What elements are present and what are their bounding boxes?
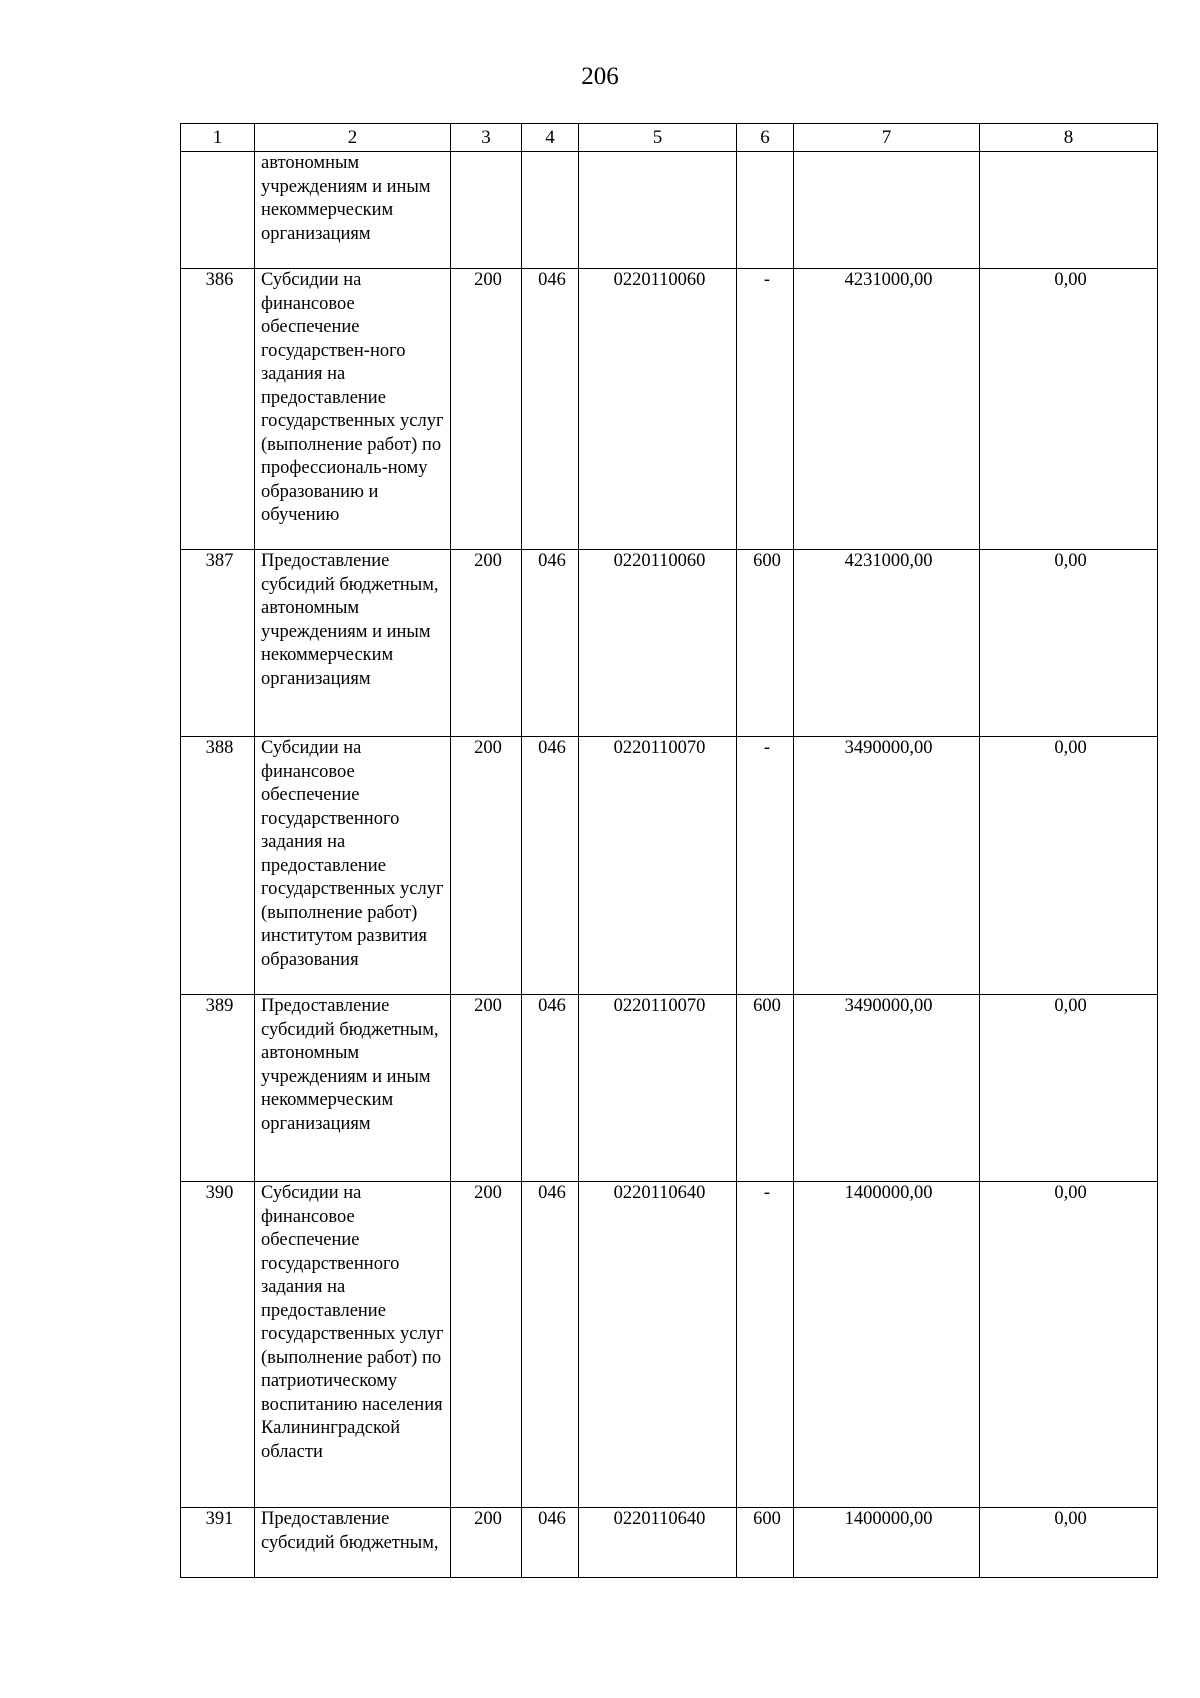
row-name: Субсидии на финансовое обеспечение государственного задания на предоставление государственных услуг (выполнение работ) институтом развития образования: [255, 737, 451, 995]
row-number: 386: [181, 269, 255, 550]
row-name: Субсидии на финансовое обеспечение государствен-ного задания на предоставление государственных услуг (выполнение работ) по профессиональ-ному образованию и обучению: [255, 269, 451, 550]
header-col-3: 3: [451, 124, 522, 152]
row-col-7: 4231000,00: [794, 550, 980, 737]
row-col-3: 200: [451, 1182, 522, 1508]
row-number: 389: [181, 995, 255, 1182]
row-col-8: 0,00: [980, 1182, 1158, 1508]
row-number: 391: [181, 1508, 255, 1578]
table-row: [181, 1182, 1158, 1508]
row-number: 388: [181, 737, 255, 995]
row-name: Предоставление субсидий бюджетным,: [255, 1508, 451, 1578]
row-col-4: 046: [522, 550, 579, 737]
row-col-5: 0220110070: [579, 995, 737, 1182]
row-col-3: 200: [451, 269, 522, 550]
row-col-6: 600: [737, 995, 794, 1182]
row-col-6: 600: [737, 1508, 794, 1578]
header-col-7: 7: [794, 124, 980, 152]
row-col-4: 046: [522, 269, 579, 550]
row-col-5: 0220110640: [579, 1508, 737, 1578]
row-col-7: 4231000,00: [794, 269, 980, 550]
row-col-5: [579, 152, 737, 269]
row-col-7: 3490000,00: [794, 737, 980, 995]
table-row: [181, 550, 1158, 737]
row-col-8: 0,00: [980, 995, 1158, 1182]
row-col-4: 046: [522, 1508, 579, 1578]
header-col-4: 4: [522, 124, 579, 152]
header-col-2: 2: [255, 124, 451, 152]
table-row: [181, 1508, 1158, 1578]
row-col-3: 200: [451, 1508, 522, 1578]
row-col-4: 046: [522, 995, 579, 1182]
header-col-8: 8: [980, 124, 1158, 152]
row-col-7: 1400000,00: [794, 1508, 980, 1578]
row-col-3: 200: [451, 995, 522, 1182]
row-col-5: 0220110060: [579, 550, 737, 737]
row-col-7: [794, 152, 980, 269]
page-number: 206: [581, 63, 619, 90]
row-name: Предоставление субсидий бюджетным, автономным учреждениям и иным некоммерческим организациям: [255, 995, 451, 1182]
row-number: [181, 152, 255, 269]
header-row: [181, 124, 1158, 152]
row-col-6: -: [737, 737, 794, 995]
row-number: 387: [181, 550, 255, 737]
row-number: 390: [181, 1182, 255, 1508]
row-col-5: 0220110640: [579, 1182, 737, 1508]
row-col-8: [980, 152, 1158, 269]
row-col-4: [522, 152, 579, 269]
row-col-8: 0,00: [980, 1508, 1158, 1578]
table-row: [181, 269, 1158, 550]
row-col-3: [451, 152, 522, 269]
row-col-6: [737, 152, 794, 269]
row-name: Предоставление субсидий бюджетным, автономным учреждениям и иным некоммерческим организациям: [255, 550, 451, 737]
row-name: Субсидии на финансовое обеспечение государственного задания на предоставление государственных услуг (выполнение работ) по патриотическому воспитанию населения Калининградской области: [255, 1182, 451, 1508]
row-col-8: 0,00: [980, 550, 1158, 737]
row-col-4: 046: [522, 737, 579, 995]
row-col-5: 0220110060: [579, 269, 737, 550]
table-row: [181, 737, 1158, 995]
table-row: [181, 152, 1158, 269]
budget-table: [180, 123, 1158, 1578]
row-col-7: 1400000,00: [794, 1182, 980, 1508]
row-col-8: 0,00: [980, 269, 1158, 550]
row-col-4: 046: [522, 1182, 579, 1508]
header-col-6: 6: [737, 124, 794, 152]
row-col-6: 600: [737, 550, 794, 737]
row-col-3: 200: [451, 737, 522, 995]
row-name: автономным учреждениям и иным некоммерческим организациям: [255, 152, 451, 269]
row-col-7: 3490000,00: [794, 995, 980, 1182]
table-row: [181, 995, 1158, 1182]
header-col-5: 5: [579, 124, 737, 152]
row-col-5: 0220110070: [579, 737, 737, 995]
row-col-8: 0,00: [980, 737, 1158, 995]
row-col-6: -: [737, 269, 794, 550]
row-col-6: -: [737, 1182, 794, 1508]
row-col-3: 200: [451, 550, 522, 737]
header-col-1: 1: [181, 124, 255, 152]
